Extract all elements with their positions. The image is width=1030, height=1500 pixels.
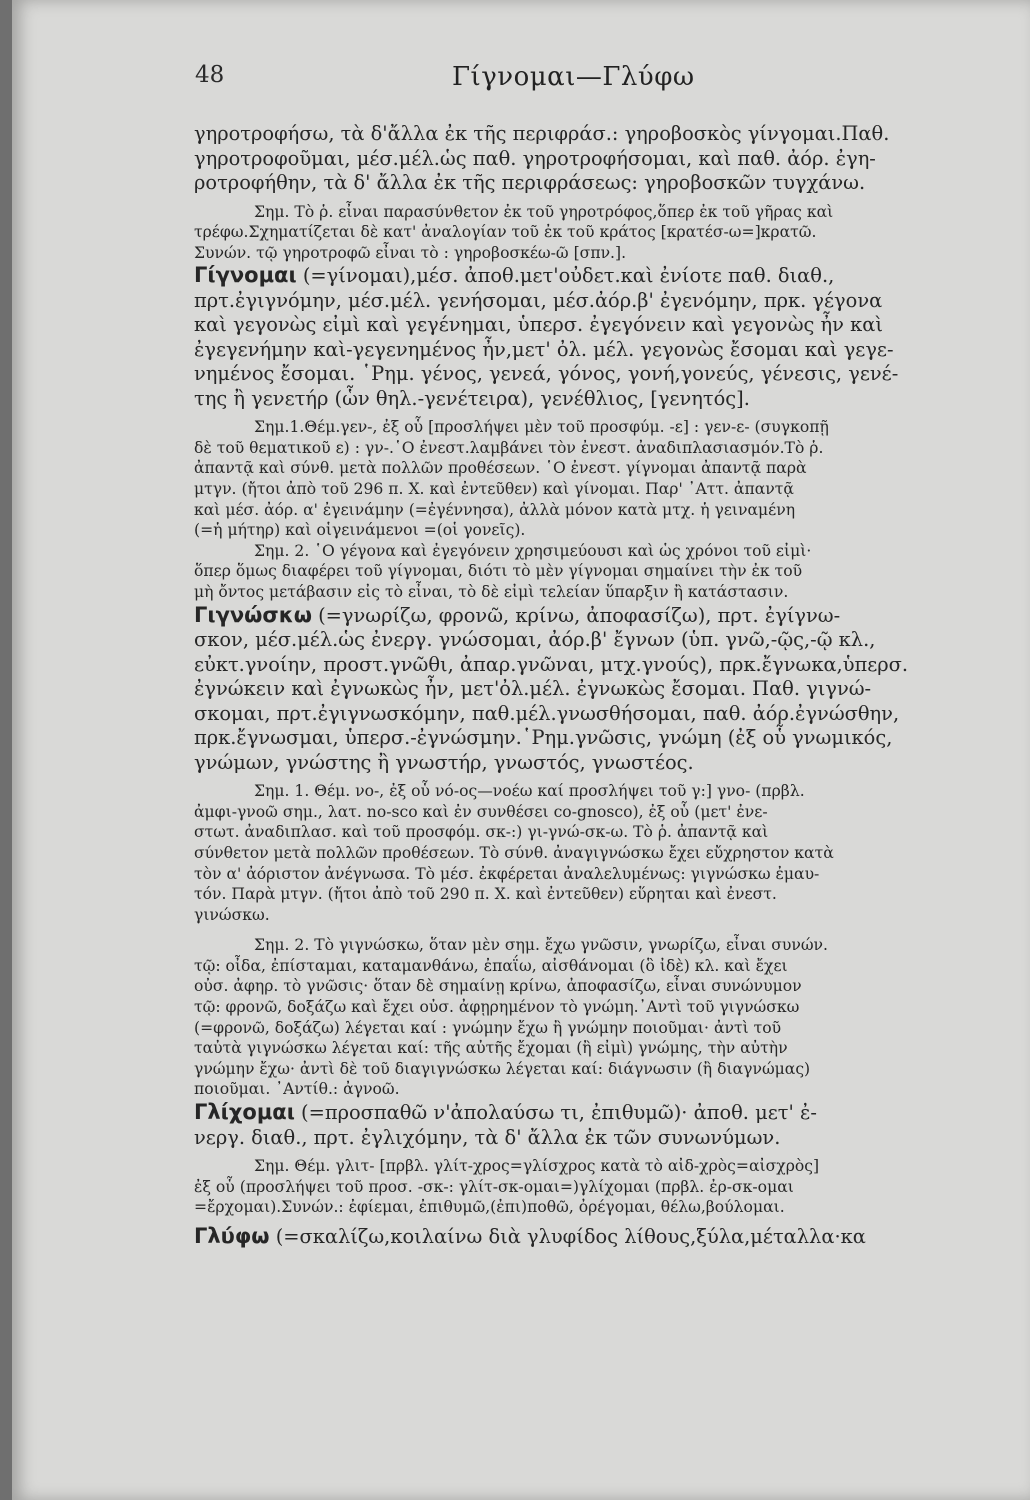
note-line: =ἔρχομαι).Συνών.: ἐφίεμαι, ἐπιθυμῶ,(ἐπι)ποθῶ, ὀρέγομαι, θέλω,βούλομαι. (194, 1198, 785, 1217)
text-line: της ἢ γενετήρ (ὧν θηλ.-γενέτειρα), γενέθλιος, [γενητός]. (194, 386, 750, 410)
entry-text: (=προσπαθῶ ν'ἀπολαύσω τι, ἐπιθυμῶ)· ἀποθ. μετ' ἐ- (294, 1101, 817, 1125)
note-line: Σημ. Θέμ. γλιτ- [πρβλ. γλίτ-χρος=γλίσχρος κατὰ τὸ αἰδ-χρὸς=αἰσχρὸς] (254, 1157, 820, 1176)
text-line: γηροτροφοῦμαι, μέσ.μέλ.ὡς παθ. γηροτροφήσομαι, καὶ παθ. ἀόρ. ἐγη- (194, 146, 876, 170)
text-line: νημένος ἔσομαι. ῾Ρημ. γένος, γενεά, γόνος, γονή,γονεύς, γένεσις, γενέ- (194, 362, 899, 386)
page-number: 48 (195, 62, 225, 88)
note-line: ἀμφι-γνοῶ σημ., λατ. no-sco καὶ ἐν συνθέσει co-gnosco), ἐξ οὗ (μετ' ἐνε- (194, 802, 768, 821)
entry-text: (=γίνομαι),μέσ. ἀποθ.μετ'οὐδετ.καὶ ἐνίοτε παθ. διαθ., (296, 264, 835, 288)
page-body (194, 122, 1030, 1249)
note-line: τρέφω.Σχηματίζεται δὲ κατ' ἀναλογίαν τοῦ ἐκ τοῦ κράτος [κρατέσ-ω=]κρατῶ. (194, 223, 817, 242)
headword: Γλύφω (194, 1223, 270, 1248)
note-line: στωτ. ἀναδιπλασ. καὶ τοῦ προσφόμ. σκ-:) γι-γνώ-σκ-ω. Τὸ ῥ. ἀπαντᾷ καὶ (194, 823, 769, 842)
note-line: σύνθετον μετὰ πολλῶν προθέσεων. Τὸ σύνθ. ἀναγιγνώσκω ἔχει εὔχρηστον κατὰ (194, 843, 834, 862)
entry-line (194, 1100, 1030, 1126)
text-line: ροτροφήθην, τὰ δ' ἄλλα ἐκ τῆς περιφράσεως: γηροβοσκῶν τυγχάνω. (194, 171, 866, 194)
note-line: τῷ: φρονῶ, δοξάζω καὶ ἔχει οὐσ. ἀφῃρημένον τὸ γνώμη.᾿Αντὶ τοῦ γιγνώσκω (194, 998, 800, 1017)
text-line: εὐκτ.γνοίην, προστ.γνῶθι, ἀπαρ.γνῶναι, μτχ.γνούς), πρκ.ἔγνωκα,ὑπερσ. (194, 652, 909, 676)
note-line: τῷ: οἶδα, ἐπίσταμαι, καταμανθάνω, ἐπαΐω, αἰσθάνομαι (ὃ ἰδὲ) κλ. καὶ ἔχει (194, 956, 788, 975)
note-line: γνώμην ἔχω· ἀντὶ δὲ τοῦ διαγιγνώσκω λέγεται καί: διάγνωσιν (ἢ διαγνώμας) (194, 1059, 811, 1078)
running-head: Γίγνομαι—Γλύφω (452, 62, 695, 92)
text-line: σκομαι, πρτ.ἐγιγνωσκόμην, παθ.μέλ.γνωσθήσομαι, παθ. ἀόρ.ἐγνώσθην, (194, 701, 900, 725)
note-line: ποιοῦμαι. ᾿Αντίθ.: ἀγνοῶ. (194, 1080, 400, 1099)
note-line: Σημ.1.Θέμ.γεν-, ἐξ οὗ [προσλήψει μὲν τοῦ προσφύμ. -ε] : γεν-ε- (συγκοπῇ (254, 418, 829, 437)
note-line: δὲ τοῦ θεματικοῦ ε) : γν-.῾Ο ἐνεστ.λαμβάνει τὸν ἐνεστ. ἀναδιπλασιασμόν.Τὸ ῥ. (194, 438, 824, 457)
text-line: ἐγεγενήμην καὶ-γεγενημένος ἦν,μετ' ὀλ. μέλ. γεγονὼς ἔσομαι καὶ γεγε- (194, 337, 894, 361)
note-line: Σημ. 1. Θέμ. νο-, ἐξ οὗ νό-ος—νοέω καί προσλήψει τοῦ γ:] γνο- (πρβλ. (254, 782, 805, 801)
note-line: γινώσκω. (194, 905, 270, 924)
note-line: ὅπερ ὅμως διαφέρει τοῦ γίγνομαι, διότι τὸ μὲν γίγνομαι σημαίνει τὴν ἐκ τοῦ (194, 562, 803, 581)
note-line: Σημ. 2. ῾Ο γέγονα καὶ ἐγεγόνειν χρησιμεύουσι καὶ ὡς χρόνοι τοῦ εἰμὶ· (254, 541, 812, 560)
note-line: ταὐτὰ γιγνώσκω λέγεται καί: τῆς αὐτῆς ἔχομαι (ἢ εἰμὶ) γνώμης, τὴν αὐτὴν (194, 1039, 788, 1058)
entry-line (194, 603, 1030, 629)
note-line: (=ἡ μήτηρ) καὶ οἱγεινάμενοι =(οἱ γονεῖς). (194, 521, 526, 540)
note-line: καὶ μέσ. ἀόρ. α' ἐγεινάμην (=ἐγέννησα), ἀλλὰ μόνον κατὰ μτχ. ἡ γειναμένη (194, 500, 796, 519)
book-page (12, 0, 1030, 1500)
note-line: μτγν. (ἤτοι ἀπὸ τοῦ 296 π. Χ. καὶ ἐντεῦθεν) καὶ γίνομαι. Παρ' ᾿Αττ. ἀπαντᾷ (194, 480, 794, 499)
note-line: (=φρονῶ, δοξάζω) λέγεται καί : γνώμην ἔχω ἢ γνώμην ποιοῦμαι· ἀντὶ τοῦ (194, 1018, 782, 1037)
note-line: ἐξ οὗ (προσλήψει τοῦ προσ. -σκ-: γλίτ-σκ-ομαι=)γλίχομαι (πρβλ. ἐρ-σκ-ομαι (194, 1177, 794, 1196)
note-line: τὸν α' ἀόριστον ἀνέγνωσα. Τὸ μέσ. ἐκφέρεται ἀναλελυμένως: γιγνώσκω ἐμαυ- (194, 864, 820, 883)
note-line: Συνών. τῷ γηροτροφῶ εἶναι τὸ : γηροβοσκέω-ῶ [σπν.]. (194, 243, 627, 262)
text-line: σκον, μέσ.μέλ.ὡς ἐνεργ. γνώσομαι, ἀόρ.β' ἔγνων (ὑπ. γνῶ,-ῷς,-ῷ κλ., (194, 628, 876, 652)
note-line: Σημ. 2. Τὸ γιγνώσκω, ὅταν μὲν σημ. ἔχω γνῶσιν, γνωρίζω, εἶναι συνών. (254, 936, 828, 955)
text-line: γηροτροφήσω, τὰ δ'ἄλλα ἐκ τῆς περιφράσ.: γηροβοσκὸς γίνγομαι.Παθ. (194, 122, 890, 145)
entry-text: (=γνωρίζω, φρονῶ, κρίνω, ἀποφασίζω), πρτ. ἐγίγνω- (311, 603, 841, 627)
note-line: Σημ. Τὸ ῥ. εἶναι παρασύνθετον ἐκ τοῦ γηροτρόφος,ὅπερ ἐκ τοῦ γῆρας καὶ (254, 202, 834, 221)
text-line: πρκ.ἔγνωσμαι, ὑπερσ.-ἐγνώσμην.῾Ρημ.γνῶσις, γνώμη (ἐξ οὗ γνωμικός, (194, 726, 893, 750)
entry-text: (=σκαλίζω,κοιλαίνω διὰ γλυφίδος λίθους,ξύλα,μέταλλα·κα (269, 1224, 866, 1248)
headword: Γίγνομαι (194, 263, 297, 288)
text-line: πρτ.ἐγιγνόμην, μέσ.μέλ. γενήσομαι, μέσ.ἀόρ.β' ἐγενόμην, πρκ. γέγονα (194, 288, 883, 312)
note-line: μὴ ὄντος μετάβασιν εἰς τὸ εἶναι, τὸ δὲ εἰμὶ τελείαν ὕπαρξιν ἢ κατάστασιν. (194, 583, 789, 602)
page-header (12, 62, 1030, 96)
headword: Γιγνώσκω (194, 602, 312, 627)
entry-line (194, 1224, 1030, 1250)
note-line: ἀπαντᾷ καὶ σύνθ. μετὰ πολλῶν προθέσεων. ῾Ο ἐνεστ. γίγνομαι ἀπαντᾷ παρὰ (194, 459, 807, 478)
note-line: τόν. Παρὰ μτγν. (ἤτοι ἀπὸ τοῦ 290 π. Χ. καὶ ἐντεῦθεν) εὕρηται καὶ ἐνεστ. (194, 885, 777, 904)
text-line: γνώμων, γνώστης ἢ γνωστήρ, γνωστός, γνωστέος. (194, 750, 694, 774)
text-line: καὶ γεγονὼς εἰμὶ καὶ γεγένημαι, ὑπερσ. ἐγεγόνειν καὶ γεγονὼς ἦν καὶ (194, 313, 883, 337)
entry-line (194, 263, 1030, 289)
headword: Γλίχομαι (194, 1100, 295, 1125)
note-line: οὐσ. ἀφηρ. τὸ γνῶσις· ὅταν δὲ σημαίνῃ κρίνω, ἀποφασίζω, εἶναι συνώνυμον (194, 977, 802, 996)
text-line: ἐγνώκειν καὶ ἐγνωκὼς ἦν, μετ'ὀλ.μέλ. ἐγνωκὼς ἔσομαι. Παθ. γιγνώ- (194, 677, 872, 701)
text-line: νεργ. διαθ., πρτ. ἐγλιχόμην, τὰ δ' ἄλλα ἐκ τῶν συνωνύμων. (194, 1125, 781, 1149)
